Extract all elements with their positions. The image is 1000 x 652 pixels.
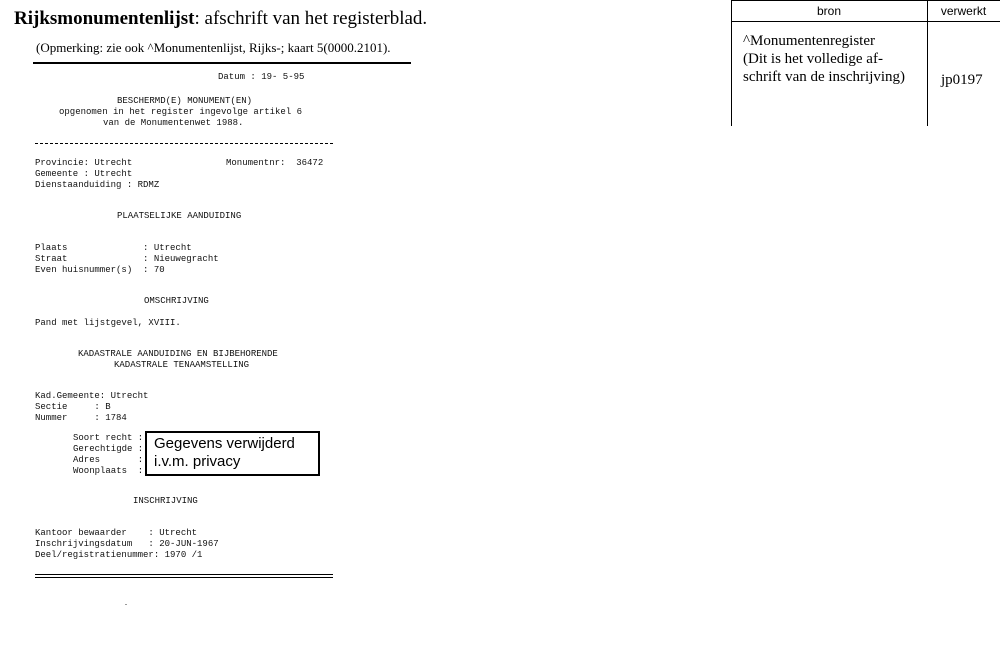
sheet-registratienummer: Deel/registratienummer: 1970 /1 — [35, 550, 203, 560]
document-title-bold: Rijksmonumentenlijst — [14, 8, 195, 29]
table-border-left — [731, 0, 732, 126]
table-header-divider — [731, 21, 1000, 22]
sheet-header-line-2: opgenomen in het register ingevolge artikel 6 — [59, 107, 303, 117]
section-kadastraal-line-2: KADASTRALE TENAAMSTELLING — [114, 360, 250, 370]
sheet-kantoor-bewaarder: Kantoor bewaarder : Utrecht — [35, 528, 198, 538]
sheet-gemeente: Gemeente : Utrecht — [35, 169, 133, 179]
section-omschrijving: OMSCHRIJVING — [144, 296, 209, 306]
sheet-huisnummer: Even huisnummer(s) : 70 — [35, 265, 165, 275]
table-cell-bron: ^Monumentenregister (Dit is het volledige af- schrift van de inschrijving) — [743, 33, 906, 85]
sheet-date: Datum : 19- 5-95 — [218, 72, 305, 82]
privacy-redaction-box: Gegevens verwijderd i.v.m. privacy — [145, 431, 320, 476]
sheet-monumentnr: Monumentnr: 36472 — [226, 158, 324, 168]
sheet-gerechtigde: Gerechtigde : — [73, 444, 144, 454]
document-title-rest: : afschrift van het registerblad. — [194, 8, 428, 29]
sheet-sectie: Sectie : B — [35, 402, 111, 412]
sheet-omschrijving: Pand met lijstgevel, XVIII. — [35, 318, 181, 328]
table-header-verwerkt: verwerkt — [940, 4, 987, 18]
sheet-header-line-3: van de Monumentenwet 1988. — [103, 118, 244, 128]
scan-speck — [125, 604, 127, 605]
source-table — [731, 0, 1000, 126]
sheet-adres: Adres : — [73, 455, 144, 465]
sheet-provincie: Provincie: Utrecht — [35, 158, 133, 168]
table-column-divider — [927, 0, 928, 126]
sheet-plaats: Plaats : Utrecht — [35, 243, 192, 253]
sheet-dashed-divider — [35, 143, 333, 144]
sheet-header-line-1: BESCHERMD(E) MONUMENT(EN) — [117, 96, 253, 106]
document-note: (Opmerking: zie ook ^Monumentenlijst, Rijks-; kaart 5(0000.2101). — [36, 40, 391, 55]
sheet-dienstaanduiding: Dienstaanduiding : RDMZ — [35, 180, 160, 190]
sheet-end-rule-second — [35, 577, 333, 578]
document-title — [14, 8, 427, 30]
section-inschrijving: INSCHRIJVING — [133, 496, 198, 506]
sheet-nummer: Nummer : 1784 — [35, 413, 127, 423]
table-header-bron: bron — [816, 4, 842, 18]
sheet-end-rule — [35, 574, 333, 575]
section-kadastraal-line-1: KADASTRALE AANDUIDING EN BIJBEHORENDE — [78, 349, 278, 359]
sheet-woonplaats: Woonplaats : — [73, 466, 144, 476]
section-plaatselijke-aanduiding: PLAATSELIJKE AANDUIDING — [117, 211, 242, 221]
table-cell-verwerkt: jp0197 — [941, 72, 983, 88]
sheet-inschrijvingsdatum: Inschrijvingsdatum : 20-JUN-1967 — [35, 539, 219, 549]
sheet-soort-recht: Soort recht : — [73, 433, 144, 443]
table-border-top — [731, 0, 1000, 1]
sheet-kad-gemeente: Kad.Gemeente: Utrecht — [35, 391, 149, 401]
sheet-straat: Straat : Nieuwegracht — [35, 254, 219, 264]
note-divider — [33, 62, 411, 64]
